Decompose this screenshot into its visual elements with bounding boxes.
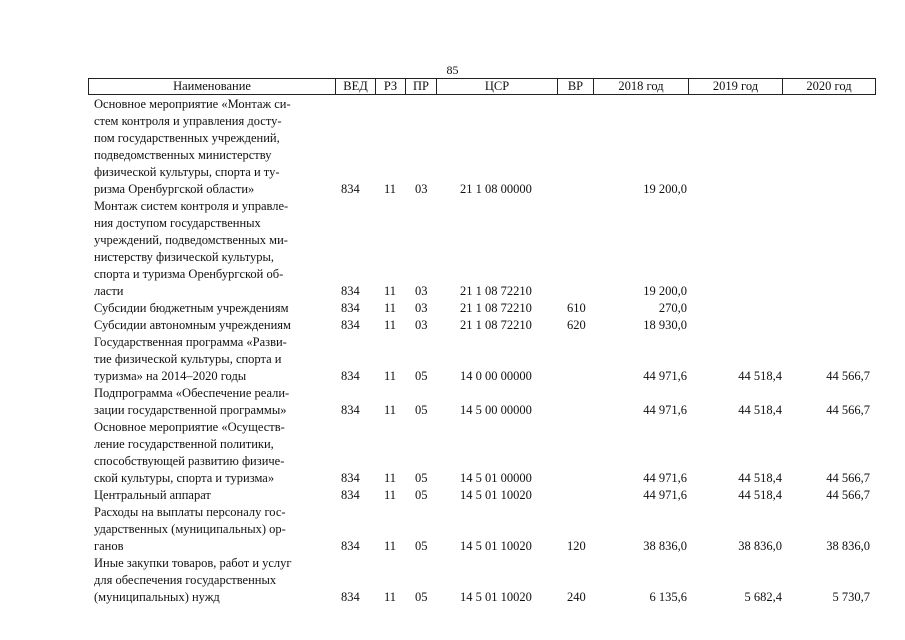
cell-ved: 834 — [341, 284, 360, 298]
row-name — [94, 96, 332, 198]
cell-csr: 14 5 01 10020 — [460, 539, 532, 553]
header-name: Наименование — [89, 79, 336, 94]
cell-y2018: 18 930,0 — [643, 318, 687, 332]
row-name-line: зации государственной программы» — [94, 403, 287, 417]
row-name-line: ласти — [94, 284, 124, 298]
header-pr: ПР — [406, 79, 437, 94]
row-name-line: Подпрограмма «Обеспечение реали- — [94, 386, 290, 400]
cell-y2018: 19 200,0 — [643, 182, 687, 196]
cell-y2020: 44 566,7 — [826, 471, 870, 485]
row-name — [94, 419, 332, 487]
cell-y2018: 44 971,6 — [643, 471, 687, 485]
cell-csr: 21 1 08 72210 — [460, 318, 532, 332]
cell-pr: 03 — [415, 284, 428, 298]
row-name — [94, 385, 332, 419]
cell-rz: 11 — [384, 301, 397, 315]
cell-csr: 14 5 01 10020 — [460, 488, 532, 502]
cell-rz: 11 — [384, 318, 397, 332]
row-name-line: ганов — [94, 539, 124, 553]
row-name-line: учреждений, подведомственных ми- — [94, 233, 288, 247]
cell-y2018: 44 971,6 — [643, 488, 687, 502]
cell-vr: 620 — [567, 318, 586, 332]
row-name-line: ударственных (муниципальных) ор- — [94, 522, 286, 536]
table-header — [88, 78, 876, 95]
header-2020: 2020 год — [806, 79, 852, 93]
cell-y2020: 38 836,0 — [826, 539, 870, 553]
cell-ved: 834 — [341, 539, 360, 553]
cell-rz: 11 — [384, 369, 397, 383]
row-name-line: ризма Оренбургской области» — [94, 182, 255, 196]
header-2019: 2019 год — [689, 79, 783, 94]
cell-pr: 05 — [415, 590, 428, 604]
cell-csr: 21 1 08 72210 — [460, 284, 532, 298]
cell-ved: 834 — [341, 301, 360, 315]
cell-pr: 05 — [415, 369, 428, 383]
cell-rz: 11 — [384, 539, 397, 553]
cell-y2019: 44 518,4 — [738, 471, 782, 485]
cell-rz: 11 — [384, 182, 397, 196]
cell-pr: 05 — [415, 539, 428, 553]
row-name-line: физической культуры, спорта и ту- — [94, 165, 280, 179]
cell-csr: 14 5 00 00000 — [460, 403, 532, 417]
cell-pr: 03 — [415, 301, 428, 315]
cell-ved: 834 — [341, 471, 360, 485]
cell-ved: 834 — [341, 488, 360, 502]
cell-y2020: 44 566,7 — [826, 488, 870, 502]
row-name — [94, 300, 332, 317]
row-name-line: Иные закупки товаров, работ и услуг — [94, 556, 292, 570]
cell-pr: 03 — [415, 318, 428, 332]
header-csr: ЦСР — [437, 79, 558, 94]
cell-y2020: 5 730,7 — [832, 590, 870, 604]
cell-csr: 21 1 08 00000 — [460, 182, 532, 196]
cell-ved: 834 — [341, 369, 360, 383]
row-name-line: спорта и туризма Оренбургской об- — [94, 267, 284, 281]
cell-ved: 834 — [341, 590, 360, 604]
cell-rz: 11 — [384, 403, 397, 417]
row-name-line: пом государственных учреждений, — [94, 131, 280, 145]
cell-y2018: 38 836,0 — [643, 539, 687, 553]
cell-ved: 834 — [341, 318, 360, 332]
cell-y2018: 19 200,0 — [643, 284, 687, 298]
row-name-line: нистерству физической культуры, — [94, 250, 275, 264]
cell-vr: 240 — [567, 590, 586, 604]
cell-y2020: 44 566,7 — [826, 369, 870, 383]
cell-y2019: 5 682,4 — [744, 590, 782, 604]
cell-pr: 03 — [415, 182, 428, 196]
cell-csr: 14 5 01 00000 — [460, 471, 532, 485]
row-name-line: ния доступом государственных — [94, 216, 261, 230]
cell-y2018: 44 971,6 — [643, 369, 687, 383]
row-name-line: Государственная программа «Разви- — [94, 335, 287, 349]
cell-csr: 14 5 01 10020 — [460, 590, 532, 604]
header-ved: ВЕД — [336, 79, 376, 94]
cell-y2019: 38 836,0 — [738, 539, 782, 553]
cell-csr: 14 0 00 00000 — [460, 369, 532, 383]
row-name-line: ление государственной политики, — [94, 437, 274, 451]
cell-pr: 05 — [415, 471, 428, 485]
row-name — [94, 504, 332, 555]
row-name — [94, 334, 332, 385]
cell-ved: 834 — [341, 403, 360, 417]
cell-vr: 610 — [567, 301, 586, 315]
cell-y2019: 44 518,4 — [738, 369, 782, 383]
cell-rz: 11 — [384, 284, 397, 298]
row-name — [94, 555, 332, 606]
header-rz: РЗ — [376, 79, 406, 94]
cell-y2018: 6 135,6 — [649, 590, 687, 604]
cell-y2019: 44 518,4 — [738, 403, 782, 417]
row-name-line: Субсидии автономным учреждениям — [94, 318, 291, 332]
row-name-line: подведомственных министерству — [94, 148, 272, 162]
cell-y2018: 44 971,6 — [643, 403, 687, 417]
row-name-line: туризма» на 2014–2020 годы — [94, 369, 247, 383]
header-vr: ВР — [558, 79, 594, 94]
cell-pr: 05 — [415, 403, 428, 417]
cell-y2018: 270,0 — [658, 301, 687, 315]
row-name-line: Расходы на выплаты персоналу гос- — [94, 505, 286, 519]
cell-ved: 834 — [341, 182, 360, 196]
cell-y2020: 44 566,7 — [826, 403, 870, 417]
cell-csr: 21 1 08 72210 — [460, 301, 532, 315]
row-name-line: Основное мероприятие «Монтаж си- — [94, 97, 291, 111]
row-name-line: для обеспечения государственных — [94, 573, 277, 587]
row-name-line: Субсидии бюджетным учреждениям — [94, 301, 289, 315]
row-name — [94, 487, 332, 504]
row-name — [94, 198, 332, 300]
row-name-line: Монтаж систем контроля и управле- — [94, 199, 289, 213]
row-name-line: способствующей развитию физиче- — [94, 454, 285, 468]
row-name-line: Основное мероприятие «Осуществ- — [94, 420, 285, 434]
row-name-line: стем контроля и управления досту- — [94, 114, 282, 128]
cell-rz: 11 — [384, 471, 397, 485]
cell-y2019: 44 518,4 — [738, 488, 782, 502]
page-number: 85 — [446, 63, 459, 77]
row-name-line: Центральный аппарат — [94, 488, 211, 502]
row-name-line: ской культуры, спорта и туризма» — [94, 471, 275, 485]
row-name-line: (муниципальных) нужд — [94, 590, 220, 604]
cell-pr: 05 — [415, 488, 428, 502]
cell-rz: 11 — [384, 590, 397, 604]
row-name — [94, 317, 332, 334]
cell-vr: 120 — [567, 539, 586, 553]
header-2018: 2018 год — [594, 79, 689, 94]
cell-rz: 11 — [384, 488, 397, 502]
row-name-line: тие физической культуры, спорта и — [94, 352, 282, 366]
